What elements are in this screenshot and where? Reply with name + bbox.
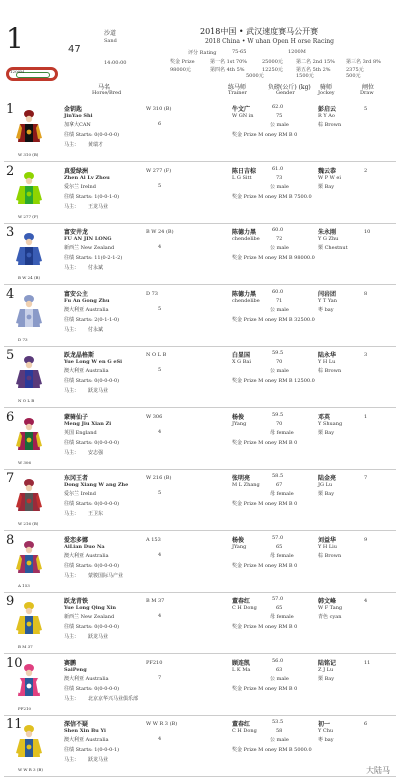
silk-caption: D 73	[18, 336, 28, 342]
prize-money: 奖金 Prize M oney RM B 7500.0	[232, 193, 312, 200]
jockey-silk-icon	[16, 293, 42, 337]
horse-color: 栗 Bay	[318, 491, 335, 497]
prize-third-val: 2375元	[346, 67, 364, 73]
horse-rating: B M 37	[146, 598, 165, 604]
prize-total: 98000元	[170, 67, 191, 73]
horse-record: 往绩 Starts: 1(0-0-0-1)	[64, 747, 120, 753]
jockey-silk-icon	[16, 170, 42, 214]
weight-secondary: 70	[276, 420, 283, 427]
horse-color: 栗 Bay	[318, 429, 335, 436]
owner-name: 跃龙马业	[88, 757, 109, 763]
horse-name-en: SaiPeng	[64, 666, 87, 673]
horse-color: 棕 Brown	[318, 368, 342, 374]
horse-gender: 公 male	[270, 122, 289, 128]
horse-origin: 新西兰 New Zealand	[64, 614, 115, 620]
owner-name: 王卫东	[88, 511, 104, 517]
weight-value: 56.0	[272, 657, 284, 664]
jockey-name-cn: 邓英	[318, 413, 331, 421]
gate-number: 4	[364, 598, 368, 604]
jockey-name-en: Y Shuang	[318, 420, 343, 427]
horse-color: 枣 bay	[318, 737, 334, 743]
gate-number: 5	[364, 106, 368, 112]
entry-row	[0, 592, 400, 654]
entry-number: 4	[6, 286, 15, 302]
weight-secondary: 71	[276, 297, 283, 304]
weight-value: 59.5	[272, 411, 284, 418]
owner-label: 马主：	[64, 572, 80, 579]
trainer-name-en: chendelibe	[232, 236, 260, 242]
horse-record: 往绩 Starts: 2(0-1-1-0)	[64, 316, 120, 323]
horse-gender: 母 female	[270, 614, 294, 620]
weight-value: 60.0	[272, 288, 284, 295]
race-subtitle: 2018 China • W uhan Open H orse Racing	[205, 38, 334, 45]
horse-age: 5	[158, 367, 162, 373]
weight-secondary: 72	[276, 236, 283, 242]
jockey-name-cn: 刘益华	[318, 536, 337, 544]
jockey-name-en: R Y Ao	[318, 113, 335, 119]
rating-value: 75-65	[232, 49, 247, 55]
horse-name-cn: 赛鹏	[64, 659, 77, 667]
prize-first: 第一名 1st 70%	[210, 59, 248, 65]
owner-label: 马主：	[64, 449, 80, 456]
horse-origin: 新西兰 New Zealand	[64, 245, 115, 251]
jockey-silk-icon	[16, 354, 42, 398]
gate-number: 2	[364, 167, 368, 174]
gate-number: 8	[364, 290, 368, 297]
horse-name-cn: 富安公主	[64, 290, 89, 298]
horse-gender: 公 male	[270, 245, 289, 251]
horse-record: 往绩 Starts: 0(0-0-0-0)	[64, 378, 120, 384]
owner-name: 付永斌	[88, 326, 104, 333]
horse-gender: 公 male	[270, 737, 289, 743]
horse-name-en: Dong Xiang W ang Zhe	[64, 482, 129, 488]
horse-origin: 澳大利亚 Australia	[64, 306, 109, 313]
watermark: 大陆马	[366, 766, 390, 775]
prize-first-val: 25000元	[262, 59, 283, 65]
jockey-name-en: Y G Zhu	[318, 236, 339, 242]
gate-number: 1	[364, 413, 368, 420]
horse-rating: W 310 (B)	[146, 106, 172, 112]
race-number: 1	[6, 22, 24, 55]
horse-gender: 母 female	[270, 429, 294, 436]
horse-gender: 公 male	[270, 183, 289, 190]
entry-number: 3	[6, 225, 15, 240]
gate-number: 10	[364, 229, 371, 235]
weight-secondary: 70	[276, 359, 283, 365]
trainer-name-cn: 董春红	[232, 721, 251, 728]
weight-value: 60.0	[272, 227, 284, 233]
horse-color: 枣 bay	[318, 306, 334, 313]
owner-label: 马主：	[64, 695, 80, 702]
prize-fifth-val: 1500元	[296, 73, 314, 79]
gate-number: 7	[364, 475, 368, 481]
prize-fourth-val: 5000元	[246, 73, 264, 79]
horse-rating: W 306	[146, 413, 163, 420]
jockey-name-en: Y H Lu	[318, 359, 336, 365]
prize-sixth-val: 500元	[346, 73, 361, 79]
col-horse-en: Horse/Bred	[92, 90, 122, 96]
trainer-name-cn: 杨俊	[232, 413, 245, 421]
horse-age: 5	[158, 305, 162, 312]
weight-secondary: 65	[276, 605, 283, 611]
trainer-name-cn: 白显国	[232, 352, 251, 359]
trainer-name-en: JYang	[232, 543, 247, 550]
horse-origin: 澳大利亚 Australia	[64, 737, 109, 743]
entry-number: 6	[6, 409, 15, 425]
horse-name-cn: 金钥匙	[64, 106, 83, 113]
col-trainer-cn: 练马师	[228, 84, 247, 91]
trainer-name-cn: 杨俊	[232, 536, 245, 544]
horse-age: 4	[158, 613, 162, 619]
jockey-name-en: W F Tang	[318, 605, 343, 611]
horse-rating: B W 24 (B)	[146, 229, 174, 235]
silk-caption: W W R 3 (B)	[18, 767, 43, 772]
horse-origin: 加拿大CAN	[64, 122, 91, 128]
horse-age: 5	[158, 182, 162, 189]
horse-name-en: Shen Xin Bu Yi	[64, 728, 106, 734]
horse-color: 青色 cyan	[318, 614, 342, 620]
jockey-name-en: Z J Lu	[318, 666, 334, 673]
trainer-name-en: C H Dong	[232, 728, 257, 734]
distance-badge: 1200M	[10, 69, 25, 74]
horse-rating: A 153	[146, 536, 161, 543]
horse-name-cn: 深信不疑	[64, 721, 89, 728]
horse-age: 4	[158, 736, 162, 742]
silk-caption: W 306	[18, 459, 32, 465]
silk-caption: W 277 (F)	[18, 213, 39, 219]
horse-name-cn: 东冈王者	[64, 475, 89, 482]
silk-caption: W 310 (B)	[18, 152, 39, 157]
prize-money: 奖金 Prize M oney RM B 5000.0	[232, 747, 312, 753]
owner-label: 马主：	[64, 388, 80, 394]
jockey-silk-icon	[16, 539, 42, 583]
horse-rating: W 277 (F)	[146, 167, 172, 174]
owner-name: 王龙马业	[88, 203, 109, 210]
horse-color: 栗 Bay	[318, 183, 335, 190]
trainer-name-en: L K Ma	[232, 666, 251, 673]
weight-secondary: 67	[276, 482, 283, 488]
jockey-silk-icon	[16, 723, 42, 767]
silk-caption: W 216 (B)	[18, 521, 39, 526]
owner-label: 马主：	[64, 757, 80, 763]
owner-name: 安志强	[88, 449, 104, 456]
surface-cn: 沙道	[104, 30, 117, 37]
jockey-name-en: Y H Liu	[318, 543, 337, 550]
jockey-silk-icon	[16, 662, 42, 706]
horse-record: 往绩 Starts: 11(0-2-1-2)	[64, 255, 123, 261]
horse-origin: 爱尔兰 Irelnd	[64, 491, 96, 497]
horse-name-cn: 蒙骑仙子	[64, 413, 89, 421]
horse-record: 往绩 Starts: 0(0-0-0-0)	[64, 562, 120, 569]
trainer-name-cn: 牛文广	[232, 106, 251, 113]
horse-age: 5	[158, 490, 162, 496]
horse-record: 往绩 Starts: 0(0-0-0-0)	[64, 132, 120, 138]
horse-record: 往绩 Starts: 1(0-0-1-0)	[64, 193, 120, 200]
prize-fifth: 第五名 5th 2%	[296, 67, 331, 73]
prize-money: 奖金 Prize M oney RM B 0	[232, 439, 298, 446]
prize-money: 奖金 Prize M oney RM B 0	[232, 562, 298, 569]
owner-label: 马主：	[64, 326, 80, 333]
weight-value: 58.5	[272, 473, 284, 479]
entry-number: 5	[6, 348, 15, 363]
prize-money: 奖金 Prize M oney RM B 0	[232, 132, 298, 138]
owner-name: 蒙骏国际马产业	[88, 572, 124, 579]
prize-second: 第二名 2nd 15%	[296, 59, 335, 65]
horse-name-en: Zhen Ai Lv Zhou	[64, 174, 110, 181]
trainer-name-cn: 陈德力黑	[232, 290, 257, 298]
jockey-name-en: Y Chu	[318, 728, 334, 734]
entry-number: 2	[6, 163, 15, 179]
jockey-name-cn: 陆金亮	[318, 475, 337, 482]
surface-en: Sand	[104, 38, 117, 44]
horse-origin: 英国 England	[64, 429, 97, 436]
jockey-silk-icon	[16, 477, 42, 521]
rating-label: 评分 Rating	[188, 50, 217, 56]
horse-origin: 爱尔兰 Irelnd	[64, 183, 96, 190]
prize-money: 奖金 Prize M oney RM B 0	[232, 685, 298, 692]
jockey-name-cn: 魏云恭	[318, 167, 337, 175]
race-sub-number: 47	[68, 44, 81, 55]
owner-name: 跃龙马业	[88, 634, 109, 640]
horse-name-cn: 真爱绿洲	[64, 167, 89, 175]
weight-value: 57.0	[272, 596, 284, 602]
race-title: 2018中国 • 武汉速度赛马公开赛	[200, 27, 319, 36]
col-jockey-cn: 骑师	[320, 84, 333, 91]
jockey-silk-icon	[16, 600, 42, 644]
owner-name: 跃龙马业	[88, 388, 109, 394]
horse-age: 7	[158, 674, 162, 681]
gate-number: 6	[364, 721, 368, 727]
col-weight-cn: 负磅(公斤) (kg)	[268, 84, 311, 91]
owner-name: 黄瑞才	[88, 142, 104, 148]
prize-money: 奖金 Prize M oney RM B 12500.0	[232, 378, 315, 384]
column-headers	[0, 80, 400, 102]
owner-name: 北京京华兴马业俱乐部	[88, 695, 139, 702]
jockey-name-cn: 朱永刚	[318, 229, 337, 236]
entry-number: 8	[6, 532, 15, 548]
horse-name-cn: 跃龙晶格斯	[64, 352, 95, 359]
trainer-name-cn: 顾连凯	[232, 659, 251, 667]
horse-origin: 澳大利亚 Australia	[64, 552, 109, 559]
horse-rating: N O L B	[146, 352, 167, 358]
horse-rating: PF210	[146, 659, 163, 666]
weight-value: 62.0	[272, 104, 284, 110]
col-trainer-en: Trainer	[228, 90, 247, 96]
horse-gender: 公 male	[270, 368, 289, 374]
jockey-silk-icon	[16, 231, 42, 275]
entry-row	[0, 531, 400, 593]
jockey-name-en: JG Lu	[318, 482, 333, 488]
entry-row	[0, 654, 400, 716]
col-gate-en: Draw	[360, 90, 374, 96]
horse-origin: 澳大利亚 Australia	[64, 675, 109, 682]
entry-row	[0, 285, 400, 347]
horse-record: 往绩 Starts: 0(0-0-0-0)	[64, 624, 120, 630]
prize-money: 奖金 Prize M oney RM B 0	[232, 501, 298, 507]
jockey-name-cn: 彭启云	[318, 106, 337, 113]
horse-name-en: JinYao Shi	[64, 113, 93, 119]
weight-value: 59.5	[272, 350, 284, 356]
entry-number: 7	[6, 471, 15, 486]
entry-number: 11	[6, 717, 23, 732]
horse-origin: 澳大利亚 Australia	[64, 368, 109, 374]
horse-age: 4	[158, 428, 162, 435]
entry-row	[0, 223, 400, 285]
gate-number: 3	[364, 352, 368, 358]
trainer-name-en: C H Dong	[232, 605, 257, 611]
silk-caption: N O L B	[18, 398, 35, 403]
horse-gender: 母 female	[270, 552, 294, 559]
weight-secondary: 65	[276, 543, 283, 550]
horse-color: 棕 Brown	[318, 552, 342, 559]
prize-money: 奖金 Prize M oney RM B 0	[232, 624, 298, 630]
horse-name-en: Yue Long W en G eSi	[64, 359, 123, 365]
trainer-name-cn: 陈日吉棕	[232, 167, 257, 175]
horse-name-cn: 富安井龙	[64, 229, 89, 236]
horse-age: 4	[158, 551, 162, 558]
horse-gender: 公 male	[270, 306, 289, 313]
jockey-silk-icon	[16, 416, 42, 460]
horse-rating: W 216 (B)	[146, 475, 172, 481]
owner-label: 马主：	[64, 142, 80, 148]
weight-secondary: 63	[276, 666, 283, 673]
horse-name-cn: 爱恋多娜	[64, 536, 89, 544]
owner-label: 马主：	[64, 511, 80, 517]
trainer-name-en: JYang	[232, 420, 247, 427]
horse-gender: 母 female	[270, 491, 294, 497]
jockey-name-cn: 韩文峰	[318, 598, 337, 605]
entry-number: 1	[6, 102, 15, 117]
weight-secondary: 73	[276, 174, 283, 181]
horse-name-en: Yue Long Qing Xin	[64, 605, 116, 611]
weight-secondary: 58	[276, 728, 283, 734]
trainer-name-cn: 董春红	[232, 598, 251, 605]
col-weight-en: Gender	[276, 90, 295, 96]
horse-rating: W W R 3 (B)	[146, 721, 178, 727]
gate-number: 11	[364, 659, 371, 666]
horse-name-en: Meng Jiu Xian Zi	[64, 420, 112, 427]
trainer-name-en: L G Sitt	[232, 174, 252, 181]
horse-color: 栗 Chestnut	[318, 245, 348, 251]
owner-label: 马主：	[64, 265, 80, 271]
trainer-name-en: M L Zhang	[232, 482, 260, 488]
jockey-name-cn: 陆铭记	[318, 659, 337, 667]
weight-secondary: 75	[276, 113, 283, 119]
jockey-name-en: W P W ei	[318, 174, 341, 181]
prize-money: 奖金 Prize M oney RM B 32500.0	[232, 316, 315, 323]
jockey-name-cn: 闫岩团	[318, 290, 337, 298]
prize-label: 奖金 Prize	[170, 59, 195, 65]
horse-record: 往绩 Starts: 0(0-0-0-0)	[64, 685, 120, 692]
col-gate-cn: 闸位	[362, 84, 375, 91]
owner-name: 付永斌	[88, 265, 104, 271]
entry-number: 10	[6, 655, 23, 671]
track-diagram	[6, 67, 58, 81]
race-time: 14:00:00	[104, 60, 127, 66]
silk-caption: PF210	[18, 705, 32, 711]
jockey-name-cn: 陆永华	[318, 352, 337, 359]
jockey-name-cn: 初一	[318, 721, 331, 728]
prize-third: 第三名 3rd 8%	[346, 59, 381, 65]
trainer-name-cn: 张明亮	[232, 475, 251, 482]
silk-caption: B M 37	[18, 644, 33, 649]
rating-distance: 1200M	[288, 49, 306, 55]
entry-row	[0, 469, 400, 531]
horse-color: 棕 Brown	[318, 122, 342, 128]
row-divider	[4, 776, 396, 777]
trainer-name-en: chendelibe	[232, 297, 260, 304]
trainer-name-en: X G Bai	[232, 359, 251, 365]
horse-name-en: AiLian Duo Na	[64, 543, 105, 550]
horse-age: 4	[158, 244, 162, 250]
prize-second-val: 12250元	[262, 67, 283, 73]
weight-value: 61.0	[272, 165, 284, 172]
entry-row	[0, 346, 400, 408]
entry-row	[0, 100, 400, 162]
silk-caption: A 153	[18, 582, 30, 588]
horse-age: 6	[158, 121, 162, 127]
entry-row	[0, 408, 400, 470]
horse-color: 栗 Bay	[318, 675, 335, 682]
col-horse-cn: 马名	[98, 84, 111, 91]
horse-record: 往绩 Starts: 0(0-0-0-0)	[64, 501, 120, 507]
horse-name-en: FU AN JIN LONG	[64, 236, 112, 242]
prize-fourth: 第四名 4th 5%	[210, 67, 245, 73]
prize-money: 奖金 Prize M oney RM B 98000.0	[232, 255, 315, 261]
owner-label: 马主：	[64, 203, 80, 210]
jockey-silk-icon	[16, 108, 42, 152]
trainer-name-en: W GN in	[232, 113, 254, 119]
entry-row	[0, 715, 400, 777]
horse-rating: D 73	[146, 290, 158, 297]
gate-number: 9	[364, 536, 368, 543]
horse-name-en: Fu An Gong Zhu	[64, 297, 110, 304]
weight-value: 53.5	[272, 719, 284, 725]
entry-row	[0, 162, 400, 224]
jockey-name-en: Y T Yan	[318, 297, 337, 304]
weight-value: 57.0	[272, 534, 284, 541]
col-jockey-en: Jockey	[318, 90, 335, 96]
entry-number: 9	[6, 594, 15, 609]
horse-name-cn: 跃龙青铁	[64, 598, 89, 605]
owner-label: 马主：	[64, 634, 80, 640]
trainer-name-cn: 陈德力黑	[232, 229, 257, 236]
horse-gender: 公 male	[270, 675, 289, 682]
horse-record: 往绩 Starts: 0(0-0-0-0)	[64, 439, 120, 446]
silk-caption: B W 24 (B)	[18, 275, 41, 280]
